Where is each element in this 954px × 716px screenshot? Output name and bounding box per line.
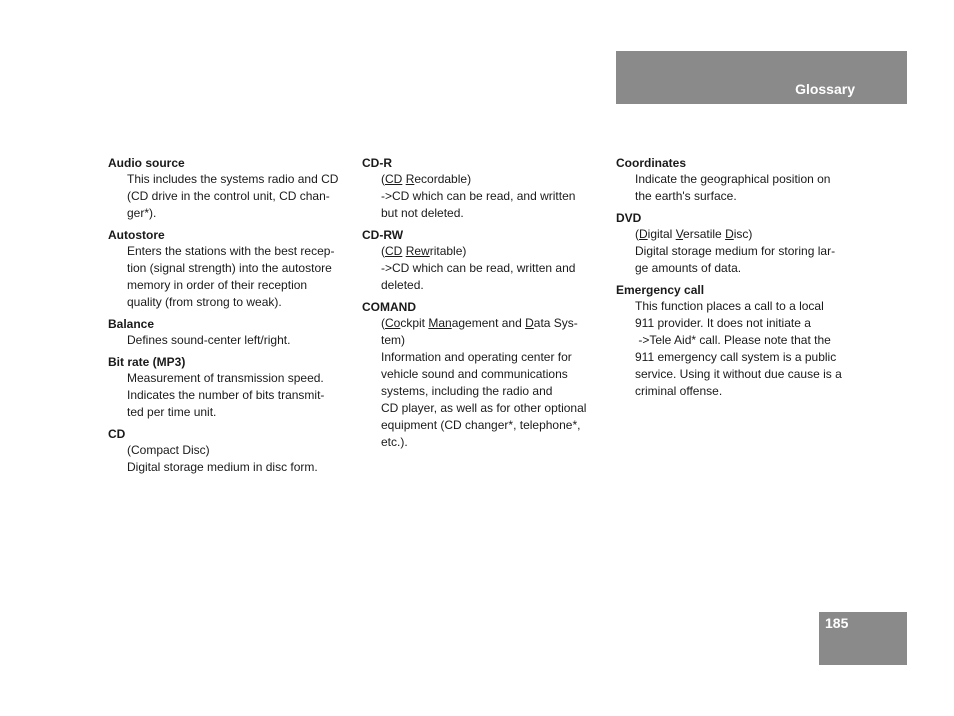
definition-line: (CD drive in the control unit, CD chan- <box>127 189 330 203</box>
glossary-entry <box>108 156 353 222</box>
definition-line: Measurement of transmission speed. <box>127 371 324 385</box>
definition-line: (Compact Disc) <box>127 443 210 457</box>
definition-line: vehicle sound and communications <box>381 367 568 381</box>
definition-line: (Digital Versatile Disc) <box>635 227 753 241</box>
definition-line: This function places a call to a local <box>635 299 824 313</box>
definition-line: criminal offense. <box>635 384 723 398</box>
glossary-entry <box>108 317 353 349</box>
glossary-definition <box>362 315 607 451</box>
definition-line: (Cockpit Management and Data Sys- <box>381 316 578 330</box>
definition-line: ->CD which can be read, and written <box>381 189 576 203</box>
definition-line: ->Tele Aid* call. Please note that the <box>635 333 831 347</box>
definition-line: 911 provider. It does not initiate a <box>635 316 811 330</box>
definition-line: Digital storage medium for storing lar- <box>635 244 836 258</box>
glossary-entry <box>108 355 353 421</box>
glossary-term: Autostore <box>108 228 165 242</box>
glossary-term: CD-RW <box>362 228 404 242</box>
definition-line: quality (from strong to weak). <box>127 295 282 309</box>
page-number-box <box>819 612 907 665</box>
glossary-definition <box>108 370 353 421</box>
glossary-definition <box>362 171 607 222</box>
glossary-term: COMAND <box>362 300 416 314</box>
glossary-entry <box>616 283 861 400</box>
glossary-entry <box>616 211 861 277</box>
definition-line: This includes the systems radio and CD <box>127 172 339 186</box>
definition-line: tem) <box>381 333 405 347</box>
definition-line: Indicates the number of bits transmit- <box>127 388 325 402</box>
glossary-entry <box>108 228 353 311</box>
glossary-term: CD <box>108 427 126 441</box>
definition-line: ted per time unit. <box>127 405 217 419</box>
definition-line: the earth's surface. <box>635 189 737 203</box>
definition-line: equipment (CD changer*, telephone*, <box>381 418 581 432</box>
glossary-definition <box>616 171 861 205</box>
glossary-entry <box>108 427 353 476</box>
page-title: Glossary <box>795 81 855 97</box>
glossary-entry <box>362 300 607 451</box>
page-number: 185 <box>825 615 849 631</box>
definition-line: 911 emergency call system is a public <box>635 350 837 364</box>
definition-line: tion (signal strength) into the autostore <box>127 261 332 275</box>
glossary-term: Coordinates <box>616 156 687 170</box>
glossary-definition <box>616 226 861 277</box>
definition-line: (CD Rewritable) <box>381 244 467 258</box>
definition-line: service. Using it without due cause is a <box>635 367 842 381</box>
definition-line: Defines sound-center left/right. <box>127 333 291 347</box>
header-bar <box>616 51 907 104</box>
definition-line: but not deleted. <box>381 206 464 220</box>
definition-line: Information and operating center for <box>381 350 572 364</box>
glossary-entry <box>362 228 607 294</box>
definition-line: deleted. <box>381 278 424 292</box>
definition-line: CD player, as well as for other optional <box>381 401 587 415</box>
glossary-column-3 <box>616 156 861 406</box>
definition-line: memory in order of their reception <box>127 278 308 292</box>
glossary-entry <box>362 156 607 222</box>
glossary-column-1 <box>108 156 353 482</box>
definition-line: Indicate the geographical position on <box>635 172 831 186</box>
glossary-term: Balance <box>108 317 155 331</box>
definition-line: systems, including the radio and <box>381 384 553 398</box>
glossary-definition <box>108 332 353 349</box>
glossary-definition <box>362 243 607 294</box>
definition-line: Digital storage medium in disc form. <box>127 460 318 474</box>
definition-line: ger*). <box>127 206 157 220</box>
definition-line: ge amounts of data. <box>635 261 742 275</box>
glossary-term: DVD <box>616 211 642 225</box>
glossary-term: Audio source <box>108 156 185 170</box>
glossary-term: Bit rate (MP3) <box>108 355 186 369</box>
glossary-entry <box>616 156 861 205</box>
definition-line: etc.). <box>381 435 408 449</box>
glossary-definition <box>108 243 353 311</box>
glossary-column-2 <box>362 156 607 457</box>
glossary-definition <box>108 171 353 222</box>
definition-line: (CD Recordable) <box>381 172 472 186</box>
glossary-term: Emergency call <box>616 283 705 297</box>
glossary-term: CD-R <box>362 156 392 170</box>
glossary-definition <box>108 442 353 476</box>
definition-line: Enters the stations with the best recep- <box>127 244 335 258</box>
definition-line: ->CD which can be read, written and <box>381 261 576 275</box>
glossary-definition <box>616 298 861 400</box>
